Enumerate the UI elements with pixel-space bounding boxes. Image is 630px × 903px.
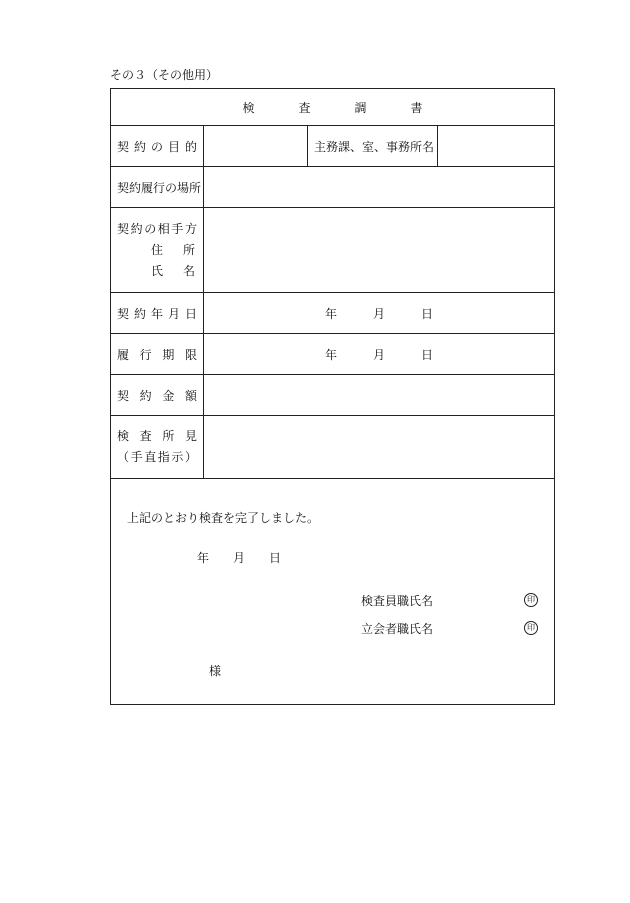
month-unit: 月 <box>232 551 245 565</box>
purpose-field[interactable] <box>204 126 308 167</box>
address-label: 住所 <box>151 242 195 257</box>
deadline-field[interactable] <box>204 334 555 375</box>
purpose-label: 契約の目的 <box>111 126 204 167</box>
day-unit: 日 <box>420 306 433 321</box>
party-field[interactable] <box>204 208 555 293</box>
form-title <box>111 89 555 126</box>
amount-field[interactable] <box>204 375 555 416</box>
party-label-cell <box>111 208 204 293</box>
party-label: 契約の相手方 <box>117 221 197 236</box>
opinion-label-cell <box>111 416 204 479</box>
title-char-2: 査 <box>298 100 311 115</box>
opinion-sub-label: （手直指示） <box>117 450 197 464</box>
completion-date[interactable] <box>185 549 293 566</box>
deadline-label: 履行期限 <box>111 334 204 375</box>
opinion-field[interactable] <box>204 416 555 479</box>
inspector-name-label: 検査員職氏名 <box>361 594 434 608</box>
month-unit: 月 <box>372 347 385 362</box>
inspector-seal-icon: 印 <box>524 593 538 607</box>
year-unit: 年 <box>324 306 337 321</box>
amount-label: 契約金額 <box>111 375 204 416</box>
title-char-4: 書 <box>410 100 423 115</box>
contract-date-label: 契約年月日 <box>111 293 204 334</box>
contract-date-field[interactable] <box>204 293 555 334</box>
completion-statement: 上記のとおり検査を完了しました。 <box>127 511 320 525</box>
dept-field[interactable] <box>438 126 555 167</box>
addressee-sama: 様 <box>209 664 222 678</box>
witness-name-label: 立会者職氏名 <box>361 622 434 636</box>
completion-section <box>111 479 555 705</box>
year-unit: 年 <box>196 551 209 565</box>
day-unit: 日 <box>268 551 281 565</box>
title-char-1: 検 <box>242 100 255 115</box>
form-number-heading: その３（その他用） <box>110 68 219 82</box>
witness-seal-icon: 印 <box>524 621 538 635</box>
title-char-3: 調 <box>354 100 367 115</box>
day-unit: 日 <box>420 347 433 362</box>
month-unit: 月 <box>372 306 385 321</box>
dept-label: 主務課、室、事務所名 <box>308 126 438 167</box>
inspection-form-table <box>110 88 555 705</box>
name-label: 氏名 <box>151 263 195 278</box>
year-unit: 年 <box>324 347 337 362</box>
opinion-label: 検査所見 <box>117 429 197 443</box>
location-label: 契約履行の場所 <box>111 167 204 208</box>
location-field[interactable] <box>204 167 555 208</box>
